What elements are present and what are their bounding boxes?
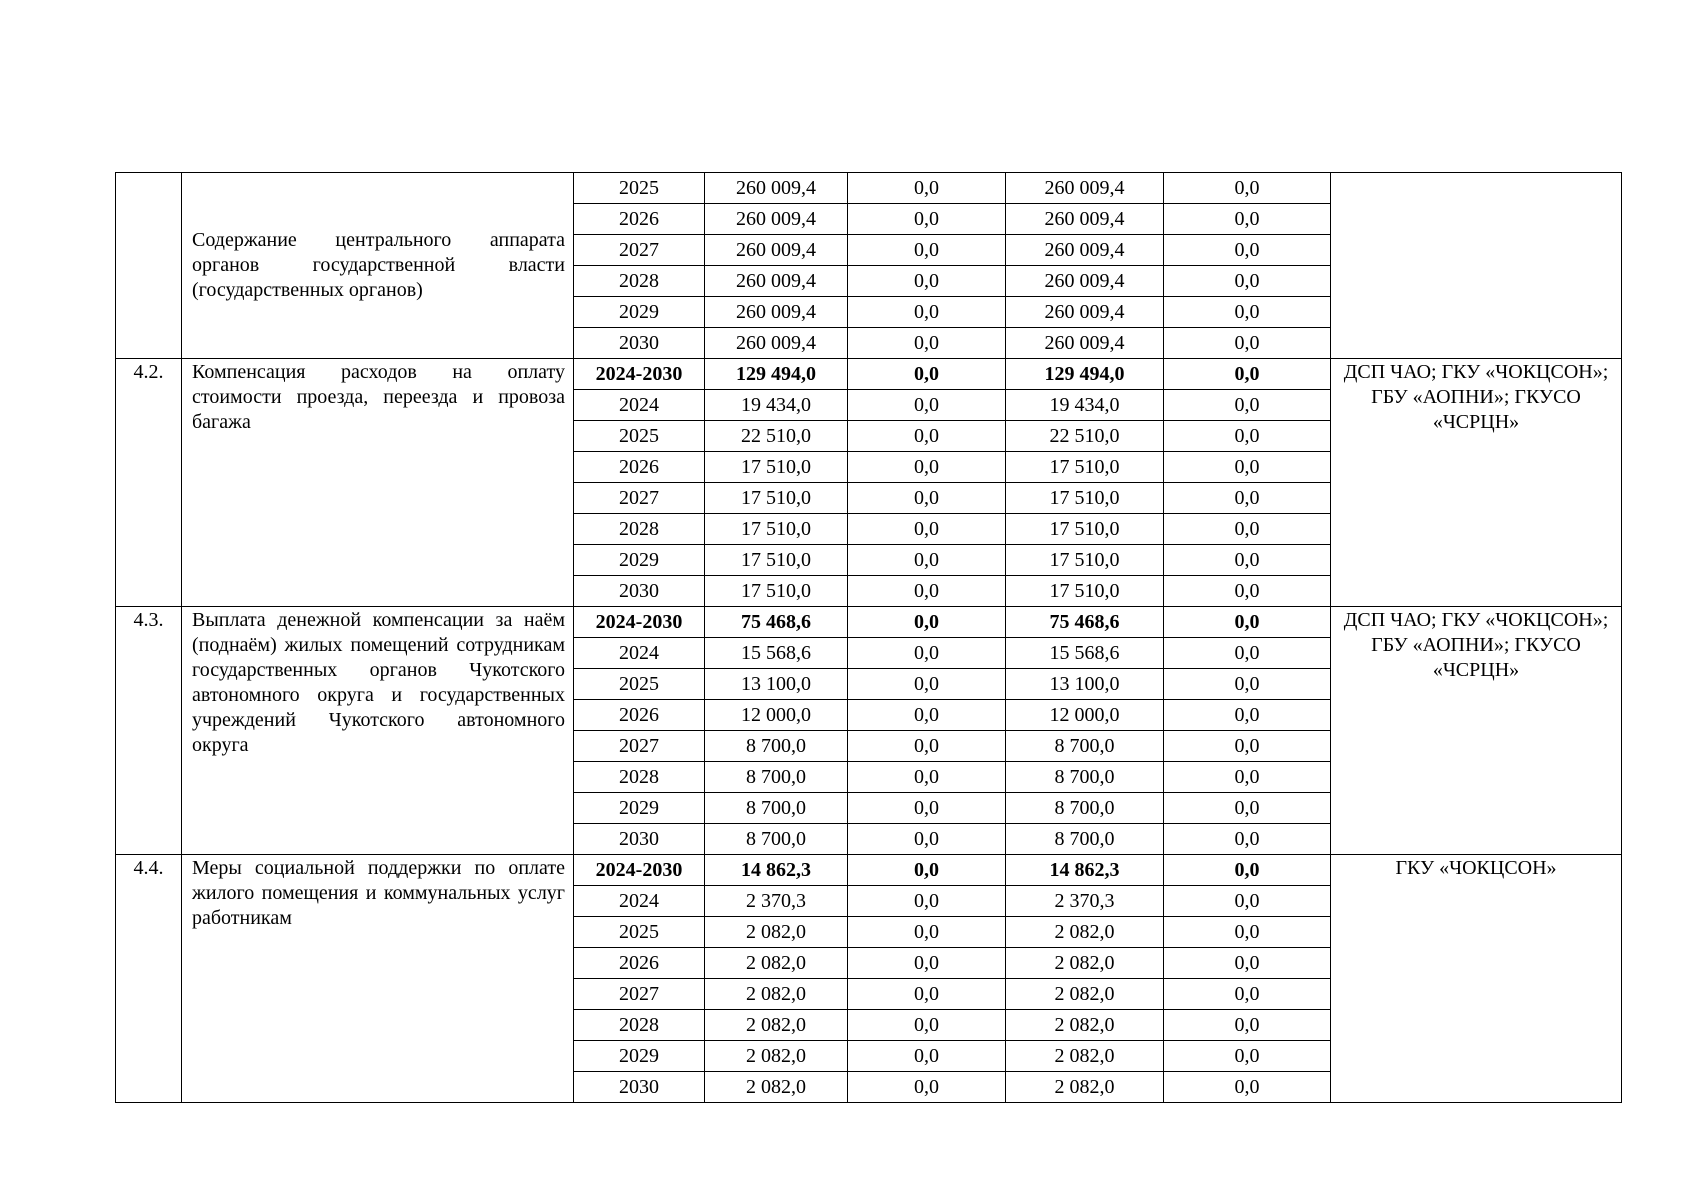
other-sources-cell: 0,0	[1164, 514, 1331, 545]
year-cell: 2024	[574, 390, 705, 421]
district-budget-cell: 2 082,0	[1006, 1072, 1164, 1103]
federal-budget-cell: 0,0	[848, 886, 1006, 917]
federal-budget-cell: 0,0	[848, 452, 1006, 483]
federal-budget-cell: 0,0	[848, 514, 1006, 545]
district-budget-cell: 260 009,4	[1006, 204, 1164, 235]
other-sources-cell: 0,0	[1164, 1010, 1331, 1041]
other-sources-cell: 0,0	[1164, 855, 1331, 886]
federal-budget-cell: 0,0	[848, 266, 1006, 297]
total-amount-cell: 260 009,4	[705, 235, 848, 266]
item-number: 4.4.	[116, 855, 182, 1103]
total-amount-cell: 2 082,0	[705, 1010, 848, 1041]
table-body	[116, 173, 1622, 1103]
federal-budget-cell: 0,0	[848, 483, 1006, 514]
federal-budget-cell: 0,0	[848, 390, 1006, 421]
federal-budget-cell: 0,0	[848, 979, 1006, 1010]
item-name: Компенсация расходов на оплату стоимости проезда, переезда и провоза багажа	[182, 359, 574, 607]
other-sources-cell: 0,0	[1164, 235, 1331, 266]
federal-budget-cell: 0,0	[848, 328, 1006, 359]
total-amount-cell: 17 510,0	[705, 514, 848, 545]
year-cell: 2026	[574, 204, 705, 235]
other-sources-cell: 0,0	[1164, 979, 1331, 1010]
other-sources-cell: 0,0	[1164, 452, 1331, 483]
total-amount-cell: 8 700,0	[705, 824, 848, 855]
district-budget-cell: 12 000,0	[1006, 700, 1164, 731]
district-budget-cell: 2 082,0	[1006, 1010, 1164, 1041]
federal-budget-cell: 0,0	[848, 824, 1006, 855]
total-amount-cell: 14 862,3	[705, 855, 848, 886]
district-budget-cell: 17 510,0	[1006, 514, 1164, 545]
executor-cell: ДСП ЧАО; ГКУ «ЧОКЦСОН»; ГБУ «АОПНИ»; ГКУСО «ЧСРЦН»	[1331, 607, 1622, 855]
other-sources-cell: 0,0	[1164, 948, 1331, 979]
federal-budget-cell: 0,0	[848, 235, 1006, 266]
other-sources-cell: 0,0	[1164, 886, 1331, 917]
district-budget-cell: 2 082,0	[1006, 979, 1164, 1010]
district-budget-cell: 8 700,0	[1006, 762, 1164, 793]
year-cell: 2027	[574, 731, 705, 762]
year-cell: 2030	[574, 328, 705, 359]
federal-budget-cell: 0,0	[848, 948, 1006, 979]
other-sources-cell: 0,0	[1164, 1072, 1331, 1103]
district-budget-cell: 2 082,0	[1006, 1041, 1164, 1072]
year-cell: 2028	[574, 1010, 705, 1041]
total-amount-cell: 8 700,0	[705, 793, 848, 824]
other-sources-cell: 0,0	[1164, 1041, 1331, 1072]
year-cell: 2028	[574, 762, 705, 793]
year-cell: 2029	[574, 793, 705, 824]
district-budget-cell: 17 510,0	[1006, 452, 1164, 483]
total-amount-cell: 260 009,4	[705, 173, 848, 204]
federal-budget-cell: 0,0	[848, 855, 1006, 886]
federal-budget-cell: 0,0	[848, 421, 1006, 452]
federal-budget-cell: 0,0	[848, 1072, 1006, 1103]
federal-budget-cell: 0,0	[848, 545, 1006, 576]
item-name: Меры социальной поддержки по оплате жилого помещения и коммунальных услуг работникам	[182, 855, 574, 1103]
table-row	[116, 173, 1622, 204]
federal-budget-cell: 0,0	[848, 1010, 1006, 1041]
year-cell: 2026	[574, 700, 705, 731]
item-number: 4.3.	[116, 607, 182, 855]
federal-budget-cell: 0,0	[848, 917, 1006, 948]
other-sources-cell: 0,0	[1164, 545, 1331, 576]
other-sources-cell: 0,0	[1164, 700, 1331, 731]
financing-table	[115, 172, 1622, 1103]
year-cell: 2024-2030	[574, 855, 705, 886]
total-amount-cell: 2 082,0	[705, 1041, 848, 1072]
other-sources-cell: 0,0	[1164, 607, 1331, 638]
district-budget-cell: 8 700,0	[1006, 731, 1164, 762]
total-amount-cell: 22 510,0	[705, 421, 848, 452]
total-amount-cell: 13 100,0	[705, 669, 848, 700]
district-budget-cell: 2 370,3	[1006, 886, 1164, 917]
district-budget-cell: 2 082,0	[1006, 948, 1164, 979]
district-budget-cell: 15 568,6	[1006, 638, 1164, 669]
year-cell: 2026	[574, 452, 705, 483]
federal-budget-cell: 0,0	[848, 607, 1006, 638]
district-budget-cell: 260 009,4	[1006, 328, 1164, 359]
federal-budget-cell: 0,0	[848, 793, 1006, 824]
year-cell: 2027	[574, 483, 705, 514]
district-budget-cell: 129 494,0	[1006, 359, 1164, 390]
total-amount-cell: 75 468,6	[705, 607, 848, 638]
federal-budget-cell: 0,0	[848, 359, 1006, 390]
other-sources-cell: 0,0	[1164, 483, 1331, 514]
federal-budget-cell: 0,0	[848, 576, 1006, 607]
federal-budget-cell: 0,0	[848, 638, 1006, 669]
district-budget-cell: 17 510,0	[1006, 576, 1164, 607]
district-budget-cell: 17 510,0	[1006, 545, 1164, 576]
other-sources-cell: 0,0	[1164, 917, 1331, 948]
year-cell: 2025	[574, 917, 705, 948]
other-sources-cell: 0,0	[1164, 359, 1331, 390]
federal-budget-cell: 0,0	[848, 731, 1006, 762]
other-sources-cell: 0,0	[1164, 204, 1331, 235]
district-budget-cell: 19 434,0	[1006, 390, 1164, 421]
year-cell: 2029	[574, 545, 705, 576]
item-number: 4.2.	[116, 359, 182, 607]
other-sources-cell: 0,0	[1164, 173, 1331, 204]
total-amount-cell: 8 700,0	[705, 731, 848, 762]
year-cell: 2030	[574, 576, 705, 607]
total-amount-cell: 2 082,0	[705, 917, 848, 948]
item-name: Выплата денежной компенсации за наём (поднаём) жилых помещений сотрудникам государственных органов Чукотского автономного округа и государственных учреждений Чукотского автономного округа	[182, 607, 574, 855]
district-budget-cell: 22 510,0	[1006, 421, 1164, 452]
total-amount-cell: 15 568,6	[705, 638, 848, 669]
year-cell: 2027	[574, 979, 705, 1010]
year-cell: 2029	[574, 297, 705, 328]
other-sources-cell: 0,0	[1164, 762, 1331, 793]
year-cell: 2026	[574, 948, 705, 979]
table-row-total	[116, 607, 1622, 638]
district-budget-cell: 75 468,6	[1006, 607, 1164, 638]
federal-budget-cell: 0,0	[848, 669, 1006, 700]
executor-cell	[1331, 173, 1622, 359]
federal-budget-cell: 0,0	[848, 1041, 1006, 1072]
total-amount-cell: 17 510,0	[705, 452, 848, 483]
other-sources-cell: 0,0	[1164, 824, 1331, 855]
total-amount-cell: 17 510,0	[705, 576, 848, 607]
year-cell: 2028	[574, 266, 705, 297]
federal-budget-cell: 0,0	[848, 204, 1006, 235]
other-sources-cell: 0,0	[1164, 297, 1331, 328]
year-cell: 2027	[574, 235, 705, 266]
district-budget-cell: 14 862,3	[1006, 855, 1164, 886]
table-row-total	[116, 855, 1622, 886]
year-cell: 2030	[574, 824, 705, 855]
district-budget-cell: 260 009,4	[1006, 297, 1164, 328]
year-cell: 2029	[574, 1041, 705, 1072]
total-amount-cell: 2 082,0	[705, 948, 848, 979]
year-cell: 2024	[574, 638, 705, 669]
federal-budget-cell: 0,0	[848, 297, 1006, 328]
other-sources-cell: 0,0	[1164, 328, 1331, 359]
total-amount-cell: 129 494,0	[705, 359, 848, 390]
federal-budget-cell: 0,0	[848, 173, 1006, 204]
other-sources-cell: 0,0	[1164, 793, 1331, 824]
district-budget-cell: 13 100,0	[1006, 669, 1164, 700]
total-amount-cell: 12 000,0	[705, 700, 848, 731]
district-budget-cell: 260 009,4	[1006, 266, 1164, 297]
total-amount-cell: 8 700,0	[705, 762, 848, 793]
total-amount-cell: 17 510,0	[705, 483, 848, 514]
total-amount-cell: 2 082,0	[705, 979, 848, 1010]
other-sources-cell: 0,0	[1164, 638, 1331, 669]
year-cell: 2024-2030	[574, 607, 705, 638]
other-sources-cell: 0,0	[1164, 266, 1331, 297]
total-amount-cell: 260 009,4	[705, 266, 848, 297]
other-sources-cell: 0,0	[1164, 421, 1331, 452]
executor-cell: ГКУ «ЧОКЦСОН»	[1331, 855, 1622, 1103]
year-cell: 2024-2030	[574, 359, 705, 390]
executor-cell: ДСП ЧАО; ГКУ «ЧОКЦСОН»; ГБУ «АОПНИ»; ГКУСО «ЧСРЦН»	[1331, 359, 1622, 607]
year-cell: 2025	[574, 669, 705, 700]
other-sources-cell: 0,0	[1164, 669, 1331, 700]
district-budget-cell: 8 700,0	[1006, 824, 1164, 855]
district-budget-cell: 2 082,0	[1006, 917, 1164, 948]
total-amount-cell: 260 009,4	[705, 204, 848, 235]
federal-budget-cell: 0,0	[848, 700, 1006, 731]
year-cell: 2030	[574, 1072, 705, 1103]
other-sources-cell: 0,0	[1164, 390, 1331, 421]
year-cell: 2024	[574, 886, 705, 917]
item-name: Содержание центрального аппарата органов государственной власти (государственных органов)	[182, 173, 574, 359]
total-amount-cell: 17 510,0	[705, 545, 848, 576]
total-amount-cell: 19 434,0	[705, 390, 848, 421]
district-budget-cell: 8 700,0	[1006, 793, 1164, 824]
district-budget-cell: 260 009,4	[1006, 173, 1164, 204]
total-amount-cell: 2 370,3	[705, 886, 848, 917]
federal-budget-cell: 0,0	[848, 762, 1006, 793]
total-amount-cell: 260 009,4	[705, 297, 848, 328]
year-cell: 2025	[574, 173, 705, 204]
other-sources-cell: 0,0	[1164, 731, 1331, 762]
total-amount-cell: 260 009,4	[705, 328, 848, 359]
total-amount-cell: 2 082,0	[705, 1072, 848, 1103]
district-budget-cell: 260 009,4	[1006, 235, 1164, 266]
year-cell: 2025	[574, 421, 705, 452]
item-number	[116, 173, 182, 359]
year-cell: 2028	[574, 514, 705, 545]
table-row-total	[116, 359, 1622, 390]
district-budget-cell: 17 510,0	[1006, 483, 1164, 514]
other-sources-cell: 0,0	[1164, 576, 1331, 607]
